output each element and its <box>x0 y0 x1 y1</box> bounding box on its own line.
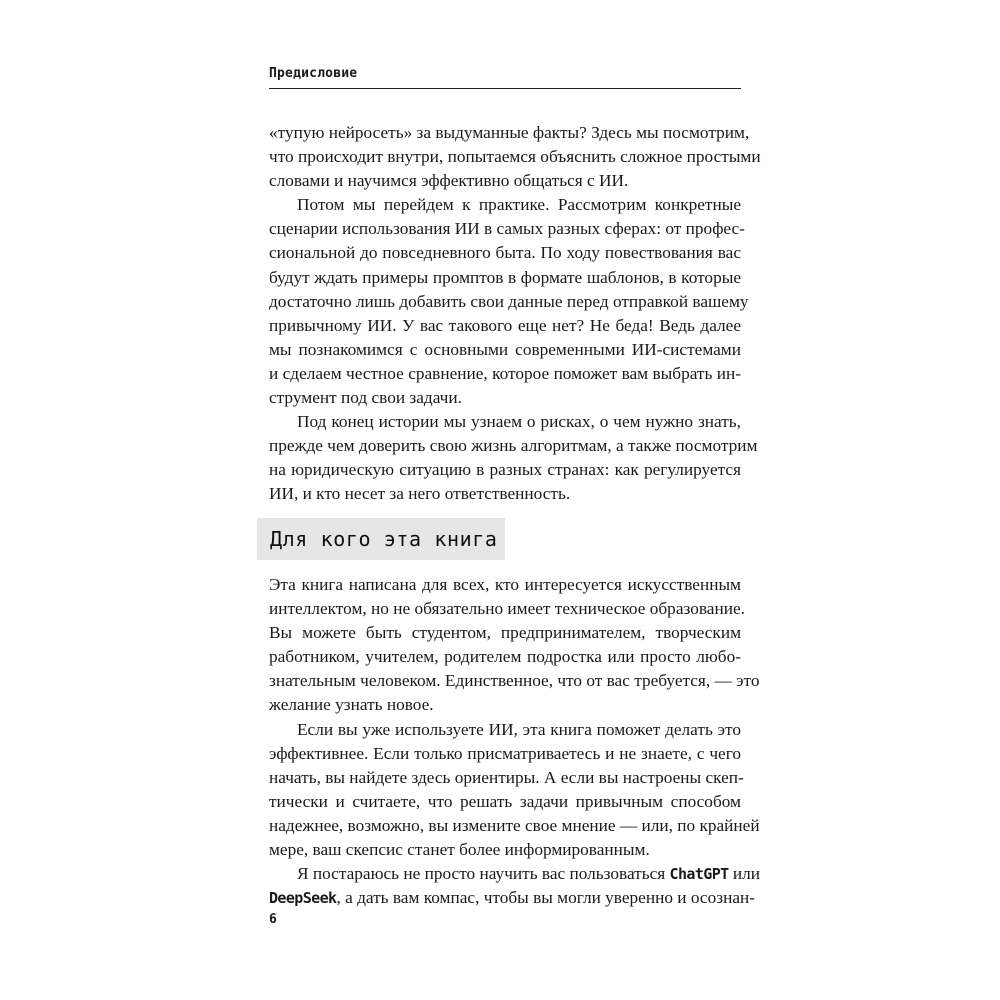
text-line: достаточно лишь добавить свои данные перед отправкой вашему <box>269 291 749 311</box>
text-line: струмент под свои задачи. <box>269 388 462 408</box>
text-line: «тупую нейросеть» за выдуманные факты? Здесь мы посмотрим, <box>269 123 750 142</box>
header-rule <box>269 88 741 89</box>
text-line: эффективнее. Если только присматриваетесь и не знаете, с чего <box>269 743 741 763</box>
text-line: желание узнать новое. <box>269 695 434 715</box>
text-line: прежде чем доверить свою жизнь алгоритмам, а также посмотрим <box>269 436 758 456</box>
product-name-deepseek: DeepSeek <box>269 889 337 908</box>
text-fragment: , а дать вам компас, чтобы вы могли уверенно и осознан- <box>336 888 755 908</box>
text-line: Вы можете быть студентом, предпринимателем, творческим <box>269 623 741 643</box>
text-line: что происходит внутри, попытаемся объяснить сложное простыми <box>269 147 761 167</box>
text-line: Если вы уже используете ИИ, эта книга поможет делать это <box>297 719 741 739</box>
text-line: интеллектом, но не обязательно имеет техническое образование. <box>269 599 745 619</box>
text-line: начать, вы найдете здесь ориентиры. А если вы настроены скеп- <box>269 767 744 787</box>
text-line: знательным человеком. Единственное, что от вас требуется, — это <box>269 671 760 691</box>
text-fragment: или <box>728 864 761 884</box>
text-line: работником, учителем, родителем подростка или просто любо- <box>269 647 741 667</box>
text-line: сиональной до повседневного быта. По ходу повествования вас <box>269 243 741 263</box>
text-line: Под конец истории мы узнаем о рисках, о чем нужно знать, <box>297 412 741 432</box>
text-line: ИИ, и кто несет за него ответственность. <box>269 484 571 504</box>
text-line: мере, ваш скепсис станет более информированным. <box>269 840 650 860</box>
page-number: 6 <box>269 912 277 927</box>
text-fragment: Я постараюсь не просто научить вас пользоваться <box>297 864 670 884</box>
text-line: тически и считаете, что решать задачи привычным способом <box>269 791 741 811</box>
text-line <box>269 886 755 910</box>
text-line: Эта книга написана для всех, кто интересуется искусственным <box>269 575 741 594</box>
text-line <box>269 862 761 886</box>
text-line: будут ждать примеры промптов в формате шаблонов, в которые <box>269 267 741 287</box>
section-heading: Для кого эта книга <box>270 527 498 551</box>
text-line: Потом мы перейдем к практике. Рассмотрим конкретные <box>297 195 741 215</box>
body-text <box>269 573 761 910</box>
text-line: надежнее, возможно, вы измените свое мнение — или, по крайней <box>269 815 760 835</box>
product-name-chatgpt: ChatGPT <box>669 865 729 884</box>
running-head: Предисловие <box>269 66 358 81</box>
text-line: и сделаем честное сравнение, которое поможет вам выбрать ин- <box>269 363 741 383</box>
text-line: на юридическую ситуацию в разных странах: как регулируется <box>269 460 741 480</box>
text-line: привычному ИИ. У вас такового еще нет? Не беда! Ведь далее <box>269 315 741 335</box>
intro-text <box>269 121 761 507</box>
text-line: сценарии использования ИИ в самых разных сферах: от профес- <box>269 219 745 239</box>
text-line: словами и научимся эффективно общаться с ИИ. <box>269 171 629 191</box>
text-line: мы познакомимся с основными современными ИИ-системами <box>269 339 741 359</box>
